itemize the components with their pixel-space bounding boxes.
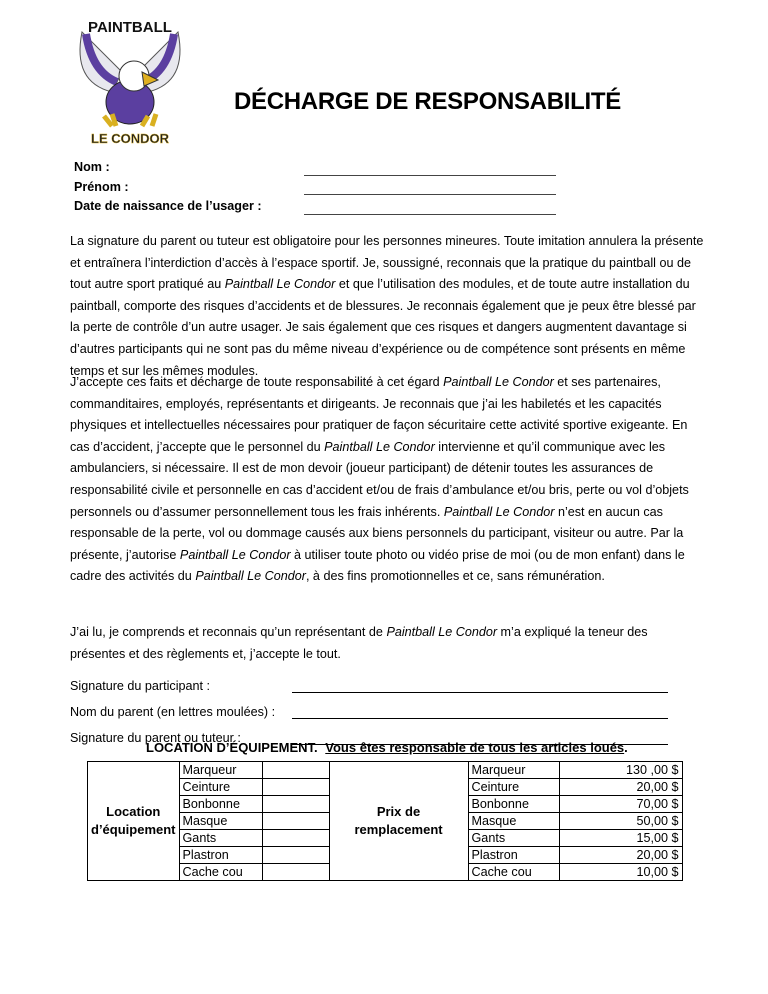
nom-input-line[interactable] [304, 161, 556, 176]
company-name-italic: Paintball Le Condor [224, 277, 336, 292]
location-notice-end: . [624, 740, 628, 755]
rental-item-name: Marqueur [179, 762, 262, 779]
company-name-italic: Paintball Le Condor [443, 375, 554, 389]
paintball-le-condor-logo [62, 12, 198, 148]
replacement-price: 130 ,00 $ [559, 762, 682, 779]
replacement-item-name: Marqueur [468, 762, 559, 779]
location-notice: Vous êtes responsable de tous les articles loués [325, 740, 625, 755]
paragraph-1 [70, 231, 706, 382]
paragraph-text: intervienne et qu’il communique avec les ambulanciers, si nécessaire. Il est de mon devoir (joueur participant) de détenir toutes les assurances de responsabilité civile et personnelle en cas d’accident et/ou de frais d’ambulance et/ou bris, perte ou vol d’objets personnels ou d’assumer personnellement tous les frais inhérents. [70, 439, 689, 519]
rental-item-name: Gants [179, 830, 262, 847]
signature-participant-label: Signature du participant : [70, 679, 211, 693]
company-name-italic: Paintball Le Condor [195, 569, 306, 584]
paragraph-text: et que l’utilisation des modules, et de toute autre installation du paintball, comporte des risques d’accidents et de blessures. Je reconnais également que je peux être blessé par la perte de contrôle d’un autre usager. Je sais également que ces risques et dangers augmentent davantage si d’autres participants qui ne sont pas du même niveau d’expérience ou de compétence sont présents en même temps et sur les mêmes modules. [70, 277, 696, 378]
equipment-table [87, 761, 683, 881]
signature-parent-label: Signature du parent ou tuteur : [70, 731, 241, 745]
replacement-item-name: Cache cou [468, 864, 559, 881]
replacement-header: Prix de remplacement [329, 762, 468, 881]
rental-header: Location d’équipement [88, 762, 180, 881]
paragraph-text: La signature du parent ou tuteur est obligatoire pour les personnes mineures. Toute imitation annulera la présente et entraînera l’interdiction d’accès à l’espace sportif. Je, soussigné, reconnais que la pratique du paintball ou de tout autre sport pratiqué au [70, 234, 704, 292]
replacement-item-name: Masque [468, 813, 559, 830]
paragraph-text: , à des fins promotionnelles et ce, sans rémunération. [305, 569, 605, 584]
replacement-item-name: Gants [468, 830, 559, 847]
paragraph-text: n’est en aucun cas responsable de la perte, vol ou dommage causés aux biens personnels du participant, visiteur ou autre. Par la présente, j’autorise [70, 504, 684, 562]
paragraph-text: J’accepte ces faits et décharge de toute responsabilité à cet égard [70, 375, 444, 389]
rental-quantity-cell[interactable] [262, 796, 329, 813]
paragraph-text: J’ai lu, je comprends et reconnais qu’un représentant de [70, 625, 387, 639]
rental-quantity-cell[interactable] [262, 779, 329, 796]
rental-quantity-cell[interactable] [262, 813, 329, 830]
rental-quantity-cell[interactable] [262, 864, 329, 881]
table-row [88, 762, 683, 779]
paragraph-2 [70, 372, 706, 588]
page-title: DÉCHARGE DE RESPONSABILITÉ [234, 88, 621, 115]
parent-name-label: Nom du parent (en lettres moulées) : [70, 705, 276, 719]
company-name-italic: Paintball Le Condor [386, 625, 498, 639]
rental-item-name: Plastron [179, 847, 262, 864]
parent-name-line[interactable] [292, 704, 668, 719]
prenom-input-line[interactable] [304, 180, 556, 195]
replacement-price: 10,00 $ [559, 864, 682, 881]
company-name-italic: Paintball Le Condor [179, 547, 291, 562]
field-label-prenom: Prénom : [74, 180, 129, 194]
signature-participant-line[interactable] [292, 678, 668, 693]
rental-quantity-cell[interactable] [262, 830, 329, 847]
replacement-item-name: Plastron [468, 847, 559, 864]
birthdate-input-line[interactable] [304, 200, 556, 215]
replacement-item-name: Bonbonne [468, 796, 559, 813]
rental-quantity-cell[interactable] [262, 762, 329, 779]
rental-quantity-cell[interactable] [262, 847, 329, 864]
location-heading [146, 740, 628, 755]
paragraph-text: et ses partenaires, commanditaires, employés, représentants et dirigeants. Je reconnais que j’ai les habiletés et les capacités physiques et intellectuelles nécessaires pour pratiquer de façon sécuritaire cette activité sportive exigeante. En cas d’accident, j’accepte que le personnel du [70, 375, 688, 454]
rental-item-name: Masque [179, 813, 262, 830]
replacement-price: 15,00 $ [559, 830, 682, 847]
replacement-item-name: Ceinture [468, 779, 559, 796]
replacement-price: 20,00 $ [559, 847, 682, 864]
company-name-italic: Paintball Le Condor [324, 439, 435, 454]
field-label-nom: Nom : [74, 160, 110, 174]
replacement-price: 70,00 $ [559, 796, 682, 813]
logo-top-text: PAINTBALL [88, 19, 172, 36]
replacement-price: 50,00 $ [559, 813, 682, 830]
rental-item-name: Ceinture [179, 779, 262, 796]
replacement-price: 20,00 $ [559, 779, 682, 796]
paragraph-text: à utiliser toute photo ou vidéo prise de moi (ou de mon enfant) dans le cadre des activités du [70, 547, 685, 584]
logo-bottom-text: LE CONDOR [91, 131, 169, 146]
paragraph-3 [70, 622, 706, 665]
paragraph-text: m’a expliqué la teneur des présentes et des règlements et, j’accepte le tout. [70, 625, 648, 661]
location-title: LOCATION D’ÉQUIPEMENT. [146, 740, 318, 755]
rental-item-name: Cache cou [179, 864, 262, 881]
company-name-italic: Paintball Le Condor [443, 504, 555, 519]
rental-item-name: Bonbonne [179, 796, 262, 813]
field-label-birthdate: Date de naissance de l’usager : [74, 199, 262, 213]
